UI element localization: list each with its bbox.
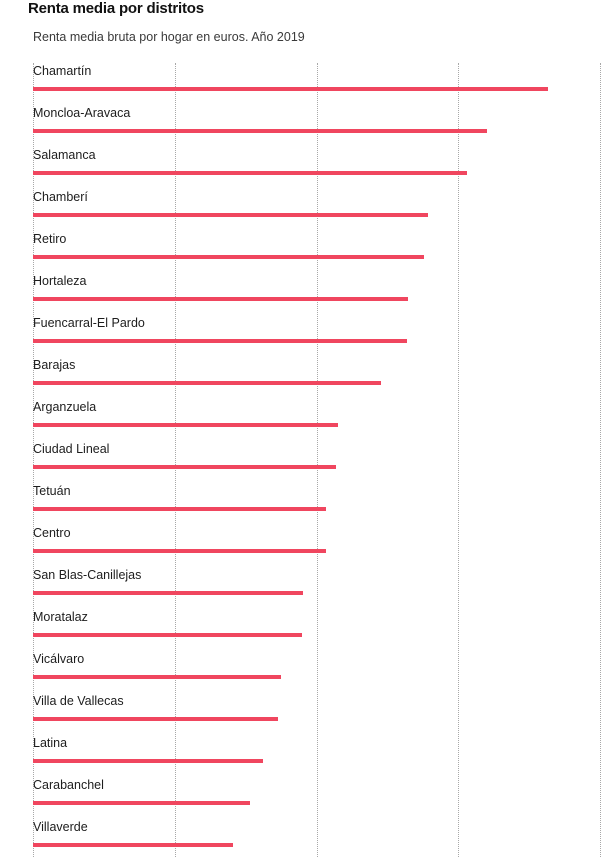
- bar-label: Barajas: [33, 358, 76, 372]
- bar-fill[interactable]: [33, 255, 424, 259]
- bar-track: [33, 87, 600, 91]
- bar-label: Moratalaz: [33, 610, 88, 624]
- bar-track: [33, 801, 600, 805]
- bar-fill[interactable]: [33, 87, 548, 91]
- bar-label: Hortaleza: [33, 274, 87, 288]
- bar-track: [33, 759, 600, 763]
- plot-area: [0, 55, 608, 857]
- bar-row[interactable]: [0, 223, 608, 265]
- bar-fill[interactable]: [33, 591, 303, 595]
- bar-label: Vicálvaro: [33, 652, 85, 666]
- bar-track: [33, 423, 600, 427]
- bar-row[interactable]: [0, 181, 608, 223]
- bar-label: Chamberí: [33, 190, 88, 204]
- bar-fill[interactable]: [33, 843, 233, 847]
- chart-title: Renta media por distritos: [28, 0, 204, 17]
- bar-row[interactable]: [0, 811, 608, 853]
- bar-track: [33, 213, 600, 217]
- bar-row[interactable]: [0, 307, 608, 349]
- bar-row[interactable]: [0, 97, 608, 139]
- bar-row[interactable]: [0, 769, 608, 811]
- bar-track: [33, 717, 600, 721]
- bar-row[interactable]: [0, 475, 608, 517]
- bar-fill[interactable]: [33, 423, 338, 427]
- bar-track: [33, 507, 600, 511]
- bar-label: Moncloa-Aravaca: [33, 106, 131, 120]
- bar-label: Villaverde: [33, 820, 88, 834]
- bar-fill[interactable]: [33, 339, 407, 343]
- bar-fill[interactable]: [33, 549, 326, 553]
- bar-track: [33, 339, 600, 343]
- bar-track: [33, 675, 600, 679]
- bar-label: Tetuán: [33, 484, 71, 498]
- bar-track: [33, 843, 600, 847]
- bar-row[interactable]: [0, 727, 608, 769]
- bar-track: [33, 465, 600, 469]
- bar-track: [33, 297, 600, 301]
- bar-row[interactable]: [0, 643, 608, 685]
- bar-fill[interactable]: [33, 465, 336, 469]
- bar-fill[interactable]: [33, 633, 302, 637]
- bar-fill[interactable]: [33, 171, 467, 175]
- bar-track: [33, 633, 600, 637]
- bar-label: Latina: [33, 736, 68, 750]
- bar-row[interactable]: [0, 349, 608, 391]
- bar-label: Carabanchel: [33, 778, 104, 792]
- bar-fill[interactable]: [33, 297, 408, 301]
- bar-row[interactable]: [0, 433, 608, 475]
- bar-label: Ciudad Lineal: [33, 442, 110, 456]
- bar-label: Villa de Vallecas: [33, 694, 124, 708]
- bar-label: Fuencarral-El Pardo: [33, 316, 145, 330]
- bar-fill[interactable]: [33, 507, 326, 511]
- bar-row[interactable]: [0, 265, 608, 307]
- bar-fill[interactable]: [33, 129, 487, 133]
- bar-fill[interactable]: [33, 717, 278, 721]
- bar-row[interactable]: [0, 685, 608, 727]
- bar-fill[interactable]: [33, 213, 428, 217]
- chart-subtitle: Renta media bruta por hogar en euros. Año 2019: [33, 30, 305, 44]
- bar-label: Arganzuela: [33, 400, 97, 414]
- bar-fill[interactable]: [33, 801, 250, 805]
- bar-row[interactable]: [0, 139, 608, 181]
- bar-label: San Blas-Canillejas: [33, 568, 142, 582]
- bar-row[interactable]: [0, 517, 608, 559]
- bar-label: Centro: [33, 526, 71, 540]
- bar-rows: [0, 55, 608, 853]
- bar-row[interactable]: [0, 601, 608, 643]
- bar-row[interactable]: [0, 55, 608, 97]
- bar-fill[interactable]: [33, 759, 263, 763]
- bar-track: [33, 255, 600, 259]
- bar-track: [33, 171, 600, 175]
- bar-label: Retiro: [33, 232, 67, 246]
- bar-track: [33, 381, 600, 385]
- bar-fill[interactable]: [33, 381, 381, 385]
- bar-fill[interactable]: [33, 675, 281, 679]
- bar-track: [33, 549, 600, 553]
- bar-row[interactable]: [0, 559, 608, 601]
- bar-label: Chamartín: [33, 64, 92, 78]
- bar-row[interactable]: [0, 391, 608, 433]
- bar-label: Salamanca: [33, 148, 96, 162]
- bar-track: [33, 129, 600, 133]
- bar-track: [33, 591, 600, 595]
